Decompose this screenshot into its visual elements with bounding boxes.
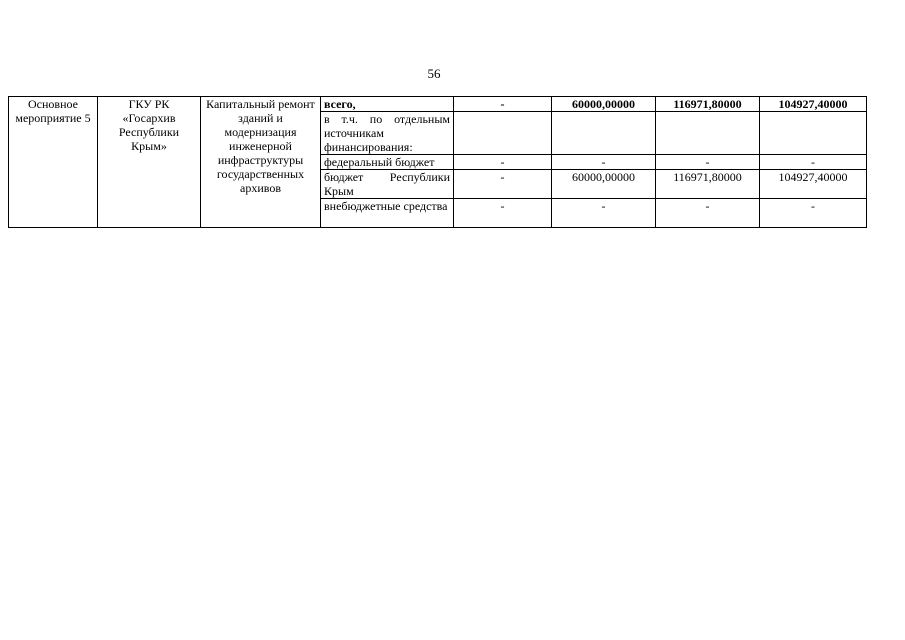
value-cell: -	[454, 155, 552, 170]
value-cell: -	[760, 155, 867, 170]
source-cell-word: Республики	[389, 170, 450, 184]
value-cell: -	[454, 97, 552, 112]
value-cell: -	[552, 199, 656, 228]
value-cell	[656, 112, 760, 155]
event-description-cell: Капитальный ремонт зданий и модернизация инженерной инфраструктуры государственных архивов	[201, 97, 321, 228]
event-name-cell: Основное мероприятие 5	[9, 97, 98, 228]
value-cell: -	[454, 170, 552, 199]
value-cell	[454, 112, 552, 155]
value-cell: -	[656, 155, 760, 170]
table-row	[9, 97, 867, 112]
value-cell: 104927,40000	[760, 170, 867, 199]
source-cell-word: Крым	[324, 184, 354, 198]
source-cell: внебюджетные средства	[321, 199, 454, 228]
value-cell: 104927,40000	[760, 97, 867, 112]
source-cell-word: бюджет	[324, 170, 364, 184]
source-cell: в т.ч. по отдельным источникам финансирования:	[321, 112, 454, 155]
page-number: 56	[427, 66, 441, 81]
source-cell: всего,	[321, 97, 454, 112]
value-cell: -	[656, 199, 760, 228]
value-cell: -	[454, 199, 552, 228]
value-cell: 116971,80000	[656, 170, 760, 199]
financing-table	[8, 96, 867, 228]
value-cell	[552, 112, 656, 155]
value-cell: -	[760, 199, 867, 228]
source-cell	[321, 170, 454, 199]
value-cell: 60000,00000	[552, 170, 656, 199]
executor-cell: ГКУ РК «Госархив Республики Крым»	[98, 97, 201, 228]
source-cell: федеральный бюджет	[321, 155, 454, 170]
value-cell: 116971,80000	[656, 97, 760, 112]
value-cell: -	[552, 155, 656, 170]
value-cell: 60000,00000	[552, 97, 656, 112]
value-cell	[760, 112, 867, 155]
